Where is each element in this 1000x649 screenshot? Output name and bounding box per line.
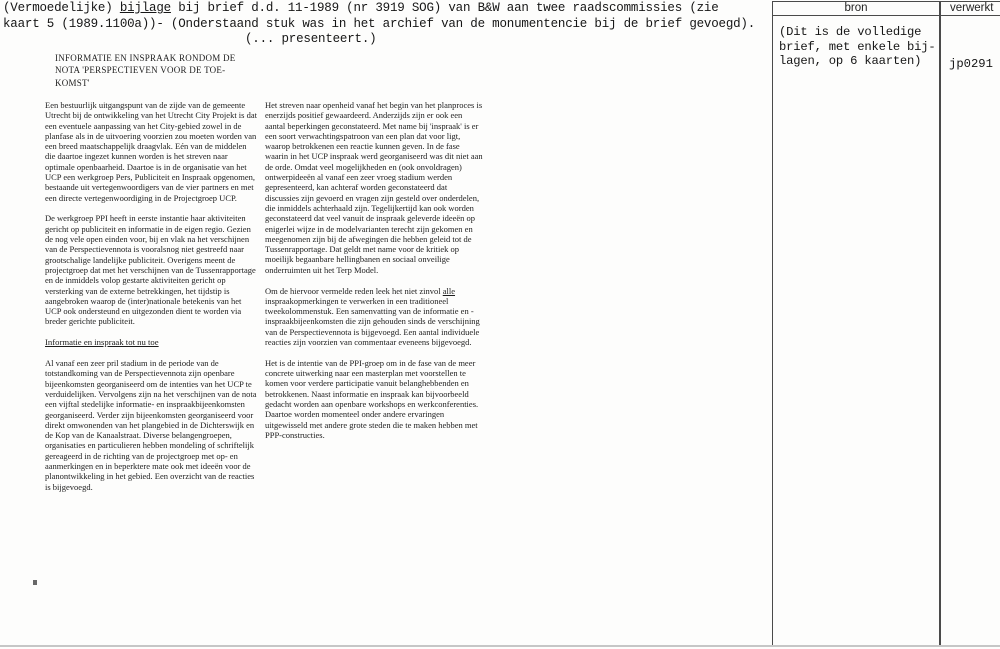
text-line: INFORMATIE EN INSPRAAK RONDOM DE [55,53,236,63]
paragraph: De werkgroep PPI heeft in eerste instantie haar aktiviteiten gericht op publiciteit en informatie in de eigen regio. Gezien de nog vele open einden voor, bij en vlak na het verschijnen van de Perspectievennota is vooralsnog niet gestreefd naar grootschalige landelijke publiciteit. Overigens meent de projectgroep dat met het verschijnen van de Tussenrapportage en de inmiddels volop gestarte aktiviteiten gericht op versterking van de externe betrekkingen, het tijdstip is aangebroken waarop de (inter)nationale betekenis van het UCP ook ondersteund en uitgezonden dient te worden via breder gerichte publiciteit. [45,213,256,327]
register-table [772,1,1000,645]
text-line: NOTA 'PERSPECTIEVEN VOOR DE TOE- [55,65,226,76]
column-header-verwerkt: verwerkt [950,2,994,14]
text-line: (Dit is de volledige [779,25,922,39]
paragraph: Al vanaf een zeer pril stadium in de periode van de totstandkoming van de Perspectievennota zijn openbare bijeenkomsten georganiseerd om de intenties van het UCP te verduidelijken. Vervolgens zijn na het verschijnen van de nota een vijftal stedelijke informatie- en inspraakbijeenkomsten georganiseerd. Verder zijn bijeenkomsten georganiseerd voor direkt omwonenden van het plangebied in de Dichterswijk en de Kop van de Kanaalstraat. Diverse belangengroepen, organisaties en particulieren hebben mondeling of schriftelijk gereageerd in de richting van de projectgroep met op- en aanmerkingen en in beperktere mate ook met ideeën voor de planontwikkeling in het gebied. Een overzicht van de reacties is bijgevoegd. [45,358,257,492]
paragraph: Het is de intentie van de PPI-groep om in de fase van de meer concrete uitwerking naar een masterplan met voorstellen te komen voor verdere participatie vanuit belanghebbenden en betrokkenen. Naast informatie en inspraak kan bijvoorbeeld gedacht worden aan openbare workshops en werkconferenties. Daartoe worden momenteel onder andere ervaringen uitgewisseld met andere grote steden die te maken hebben met PPP-constructies. [265,357,479,440]
text-line: KOMST' [55,77,90,88]
paragraph: Het streven naar openheid vanaf het begin van het planproces is enerzijds positief gewaardeerd. Anderzijds zijn er ook een aantal beperkingen geconstateerd. Met name bij 'inspraak' is er een soort verwachtingspatroon van een plan dat voor ligt, waarop betrokkenen een reactie kunnen geven. In de fase waarin in het UCP inspraak werd georganiseerd was dit niet aan de orde. Omdat veel mogelijkheden en (ook onvoldragen) ontwerpideeën al vanaf een zeer vroeg stadium werden gepresenteerd, kan achteraf worden geconstateerd dat discussies zijn gevoerd en vragen zijn gesteld over onderdelen, die inmiddels achterhaald zijn. Tegelijkertijd kan ook worden geconstateerd dat veel vanuit de inspraak geleverde ideeën op enigerlei wijze in de modelvarianten terecht zijn gekomen en meegenomen zijn bij de afwegingen die hebben geleid tot de Tussenrapportage. Dat geldt met name voor de kritiek op moeilijk begaanbare hellingbanen en sociaal onveilige onderruimten uit het Terp Model. [265,100,483,275]
column-header-bron: bron [844,2,868,14]
archive-annotation-line2: kaart 5 (1989.1100a))- (Onderstaand stuk was in het archief van de monumentencie bij de brief gevoegd). [3,16,756,31]
document-title [55,52,290,89]
paragraph: Een bestuurlijk uitgangspunt van de zijde van de gemeente Utrecht bij de ontwikkeling van het Utrecht City Projekt is dat een eventuele aanpassing van het City-gebied zowel in de planfase als in de uitvoering voorzien zou moeten worden van een breed maatschappelijk draagvlak. Eén van de middelen die daartoe ingezet kunnen worden is het streven naar optimale openbaarheid. Daartoe is in de organisatie van het UCP een werkgroep Pers, Publiciteit en Inspraak opgenomen, bestaande uit vertegenwoordigers van de vier partners en met een directe vertegenwoordiging in de Projectgroep UCP. [45,100,257,203]
register-table-header-row [773,2,1000,16]
archive-annotation-line3: (... presenteert.) [245,32,377,46]
archive-annotation-line1: (Vermoedelijke) bijlage bij brief d.d. 11-1989 (nr 3919 SOG) van B&W aan twee raadscommissies (zie [3,1,719,15]
ink-speck [33,580,37,585]
table-column-divider [939,2,941,645]
document-left-column [45,100,259,502]
bron-cell-note [779,25,936,69]
archive-annotation [3,1,772,48]
paragraph: Om de hiervoor vermelde reden leek het niet zinvol alle inspraakopmerkingen te verwerken in een traditioneel tweekolommenstuk. Een samenvatting van de informatie en -inspraakbijeenkomsten die zijn gehouden sinds de verschijning van de Perspectievennota is bijgevoegd. Een aantal individuele reacties zijn voorzien van commentaar eveneens bijgevoegd. [265,285,480,348]
text-line: brief, met enkele bij- [779,39,936,54]
document-right-column [265,100,483,451]
section-heading: Informatie en inspraak tot nu toe [45,337,159,348]
text-line: lagen, op 6 kaarten) [779,54,922,68]
verwerkt-cell-code: jp0291 [949,57,993,71]
bottom-scan-line [0,645,1000,647]
